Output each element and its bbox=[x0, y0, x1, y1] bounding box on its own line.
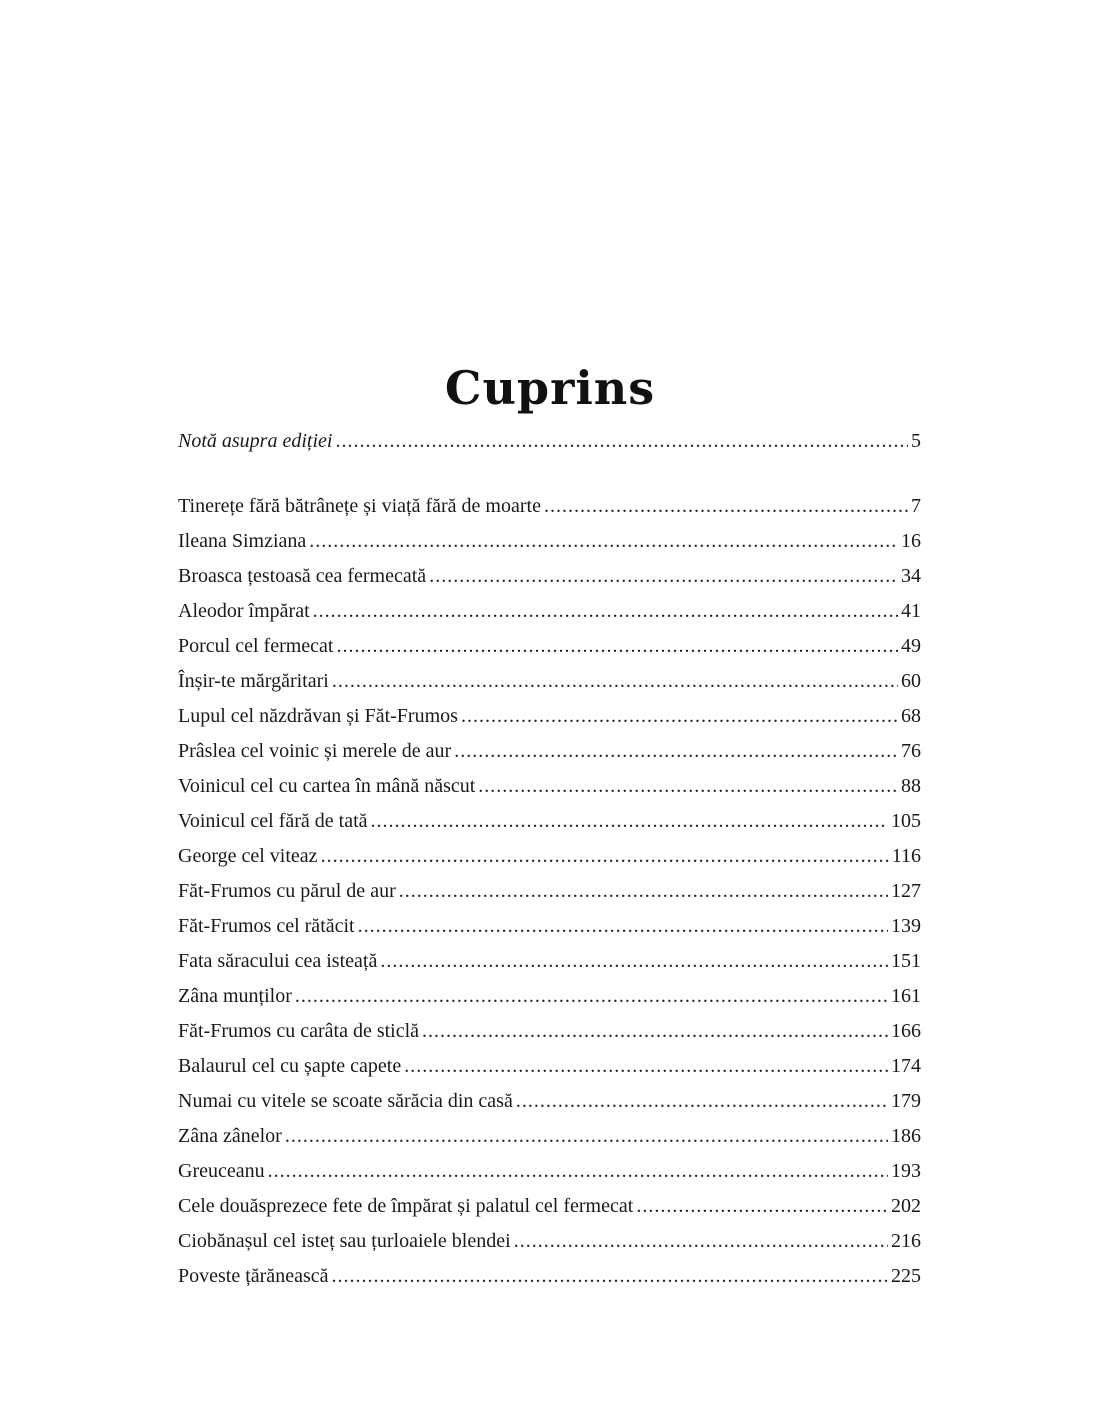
toc-entry bbox=[178, 1154, 921, 1189]
toc-entry bbox=[178, 734, 921, 769]
toc-entry-title: Poveste țărănească bbox=[178, 1265, 329, 1287]
toc-entry bbox=[178, 629, 921, 664]
toc-entry-page-number: 202 bbox=[891, 1195, 921, 1217]
dot-leader bbox=[429, 559, 898, 594]
toc-entry bbox=[178, 944, 921, 979]
toc-entry-title: Aleodor împărat bbox=[178, 600, 310, 622]
toc-entry-title: Zâna munților bbox=[178, 985, 292, 1007]
dot-leader bbox=[336, 629, 898, 664]
toc-entry bbox=[178, 1224, 921, 1259]
toc-entry-page-number: 76 bbox=[901, 740, 921, 762]
dot-leader bbox=[461, 699, 898, 734]
toc-entry-title: Făt-Frumos cu carâta de sticlă bbox=[178, 1020, 420, 1042]
toc-entry-page-number: 68 bbox=[901, 705, 921, 727]
dot-leader bbox=[268, 1154, 888, 1189]
toc-entry bbox=[178, 1049, 921, 1084]
toc-entry-title: Prâslea cel voinic și merele de aur bbox=[178, 740, 452, 762]
toc-entry bbox=[178, 559, 921, 594]
toc-entry-title: Zâna zânelor bbox=[178, 1125, 282, 1147]
page-title: Cuprins bbox=[444, 360, 656, 415]
toc-entry-title: Greuceanu bbox=[178, 1160, 265, 1182]
toc-entry bbox=[178, 524, 921, 559]
toc-entry-page-number: 127 bbox=[891, 880, 921, 902]
dot-leader bbox=[332, 664, 898, 699]
toc-entry-page-number: 88 bbox=[901, 775, 921, 797]
toc-entry-title: Lupul cel năzdrăvan și Făt-Frumos bbox=[178, 705, 458, 727]
toc-entry-page-number: 186 bbox=[891, 1125, 921, 1147]
toc-entry-page-number: 41 bbox=[901, 600, 921, 622]
toc-entry-page-number: 216 bbox=[891, 1230, 921, 1252]
toc-entry-title: Voinicul cel fără de tată bbox=[178, 810, 368, 832]
toc-entry bbox=[178, 839, 921, 874]
toc-entry-title: George cel viteaz bbox=[178, 845, 318, 867]
toc-entry bbox=[178, 909, 921, 944]
toc-entry-title: Ileana Simziana bbox=[178, 530, 307, 552]
dot-leader bbox=[313, 594, 898, 629]
toc-entry bbox=[178, 1259, 921, 1294]
toc-entry-title: Fata săracului cea isteață bbox=[178, 950, 378, 972]
dot-leader bbox=[454, 734, 898, 769]
dot-leader bbox=[358, 909, 888, 944]
toc-entry bbox=[178, 804, 921, 839]
dot-leader bbox=[544, 489, 908, 524]
toc-entry-page-number: 49 bbox=[901, 635, 921, 657]
dot-leader bbox=[422, 1014, 888, 1049]
toc-entry bbox=[178, 874, 921, 909]
toc-entry-title: Cele douăsprezece fete de împărat și palatul cel fermecat bbox=[178, 1195, 634, 1217]
toc-entry-page-number: 166 bbox=[891, 1020, 921, 1042]
dot-leader bbox=[335, 424, 908, 459]
toc-entry-title: Făt-Frumos cu părul de aur bbox=[178, 880, 396, 902]
dot-leader bbox=[321, 839, 889, 874]
toc-entry-page-number: 5 bbox=[911, 430, 921, 452]
toc-entry bbox=[178, 594, 921, 629]
toc-entry-page-number: 179 bbox=[891, 1090, 921, 1112]
toc-entry bbox=[178, 1119, 921, 1154]
table-of-contents bbox=[178, 424, 921, 1294]
toc-entry-title: Numai cu vitele se scoate sărăcia din casă bbox=[178, 1090, 513, 1112]
toc-entry bbox=[178, 424, 921, 459]
toc-entry-title: Broasca țestoasă cea fermecată bbox=[178, 565, 427, 587]
dot-leader bbox=[516, 1084, 888, 1119]
dot-leader bbox=[380, 944, 888, 979]
toc-entry bbox=[178, 1084, 921, 1119]
dot-leader bbox=[309, 524, 898, 559]
toc-entry bbox=[178, 769, 921, 804]
toc-entry-title: Porcul cel fermecat bbox=[178, 635, 334, 657]
toc-entry-title: Voinicul cel cu cartea în mână născut bbox=[178, 775, 476, 797]
toc-entry-page-number: 16 bbox=[901, 530, 921, 552]
toc-entry-page-number: 151 bbox=[891, 950, 921, 972]
toc-entry-page-number: 225 bbox=[891, 1265, 921, 1287]
toc-entry-page-number: 139 bbox=[891, 915, 921, 937]
toc-entry-page-number: 116 bbox=[891, 845, 921, 867]
toc-entry bbox=[178, 664, 921, 699]
toc-entry-page-number: 60 bbox=[901, 670, 921, 692]
toc-entry bbox=[178, 979, 921, 1014]
toc-entry-title: Ciobănașul cel isteț sau țurloaiele blendei bbox=[178, 1230, 511, 1252]
toc-entry-title: Balaurul cel cu șapte capete bbox=[178, 1055, 402, 1077]
dot-leader bbox=[399, 874, 888, 909]
toc-entry-title: Înșir-te mărgăritari bbox=[178, 670, 329, 692]
dot-leader bbox=[331, 1259, 888, 1294]
toc-entry bbox=[178, 1189, 921, 1224]
toc-entry-page-number: 7 bbox=[911, 495, 921, 517]
dot-leader bbox=[295, 979, 888, 1014]
dot-leader bbox=[404, 1049, 888, 1084]
dot-leader bbox=[285, 1119, 888, 1154]
toc-entry-page-number: 105 bbox=[891, 810, 921, 832]
toc-entry-title: Notă asupra ediției bbox=[178, 430, 333, 452]
toc-entry-page-number: 193 bbox=[891, 1160, 921, 1182]
toc-entry bbox=[178, 1014, 921, 1049]
dot-leader bbox=[478, 769, 898, 804]
toc-entry bbox=[178, 489, 921, 524]
dot-leader bbox=[514, 1224, 888, 1259]
dot-leader bbox=[636, 1189, 888, 1224]
toc-entry-title: Făt-Frumos cel rătăcit bbox=[178, 915, 355, 937]
toc-entry-page-number: 174 bbox=[891, 1055, 921, 1077]
toc-entry-page-number: 161 bbox=[891, 985, 921, 1007]
dot-leader bbox=[371, 804, 888, 839]
toc-entry-page-number: 34 bbox=[901, 565, 921, 587]
toc-entry-title: Tinerețe fără bătrânețe și viață fără de moarte bbox=[178, 495, 541, 517]
toc-entry bbox=[178, 699, 921, 734]
